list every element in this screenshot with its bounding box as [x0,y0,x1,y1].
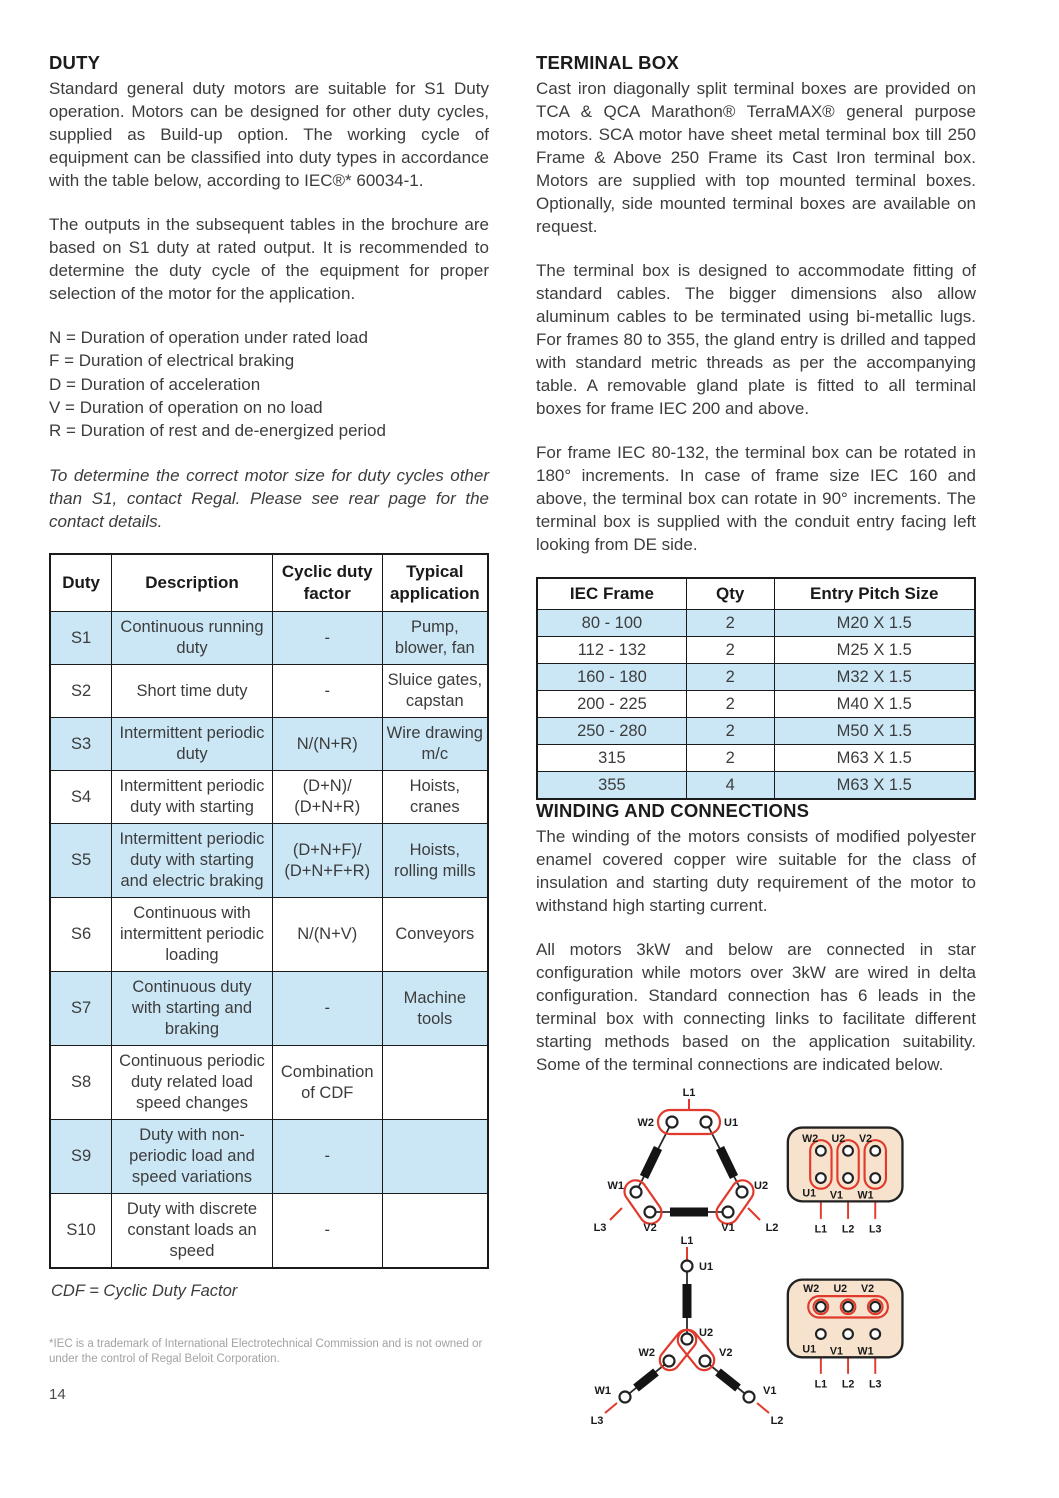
duty-table-header-duty: Duty [50,554,112,612]
left-column [49,52,489,1403]
label-w2: W2 [803,1283,820,1296]
definition-f: F = Duration of electrical braking [49,351,295,371]
label-w2: W2 [637,1117,654,1129]
terminal [843,1173,853,1183]
cell-description: Continuous duty with starting and braking [112,972,273,1046]
winding-bar [636,1372,656,1388]
table-row [50,665,488,718]
terminal-paragraph-3: For frame IEC 80-132, the terminal box can be rotated in 180° increments. In case of frame size IEC 160 and above, the terminal box can rotate in 90° increments. The terminal box is supplied with the conduit entry facing left looking from DE side. [536,443,976,554]
label-l2: L2 [841,1223,855,1236]
cell-duty: S2 [50,665,112,718]
table-row [537,691,975,718]
cell-qty: 2 [686,664,774,691]
duty-contact-note: To determine the correct motor size for duty cycles other than S1, contact Regal. Please see rear page for the contact details. [49,466,489,532]
cell-description: Continuous running duty [112,612,273,665]
table-row [537,718,975,745]
definition-v: V = Duration of operation on no load [49,397,323,417]
cell-application: Conveyors [382,898,488,972]
duty-table-header-factor: Cyclic duty factor [272,554,382,612]
terminal-w2 [667,1117,678,1128]
terminal [816,1302,826,1312]
link-u2-v1 [712,1176,758,1228]
cell-description: Short time duty [112,665,273,718]
label-l3: L3 [869,1378,882,1391]
cell-duty: S5 [50,824,112,898]
cell-application [382,1194,488,1269]
label-l2: L2 [841,1378,855,1391]
cell-application [382,1120,488,1194]
cell-duty: S7 [50,972,112,1046]
star-terminal-box-diagram [782,1272,918,1397]
cell-application: Hoists, cranes [382,771,488,824]
cell-pitch: M63 X 1.5 [774,745,975,772]
cell-duty: S9 [50,1120,112,1194]
duty-definitions [49,326,489,442]
terminal-paragraph-1: Cast iron diagonally split terminal boxes are provided on TCA & QCA Marathon® TerraMAX® general purpose motors. SCA motor have sheet metal terminal box till 250 Frame & Above 250 Frame its Cast Iron terminal box. Motors are supplied with top mounted terminal boxes. Optionally, side mounted terminal boxes are available on request. [536,79,976,236]
terminal-w1 [620,1392,631,1403]
iec-header-frame: IEC Frame [537,578,686,610]
cell-duty: S4 [50,771,112,824]
duty-table-header-description: Description [112,554,273,612]
terminal-u2 [737,1187,748,1198]
table-row [50,824,488,898]
cell-duty: S1 [50,612,112,665]
definition-n: N = Duration of operation under rated load [49,328,368,347]
cell-duty: S10 [50,1194,112,1269]
label-u1: U1 [802,1343,817,1356]
cell-qty: 2 [686,718,774,745]
label-w1: W1 [607,1180,624,1192]
label-l2: L2 [765,1222,779,1234]
label-u1: U1 [699,1261,714,1273]
terminal [843,1329,853,1339]
label-u1: U1 [802,1187,817,1200]
cell-factor: Combination of CDF [272,1046,382,1120]
winding-bar [720,1148,734,1177]
cell-factor: - [272,1120,382,1194]
label-v1: V1 [829,1189,843,1202]
cell-description: Continuous periodic duty related load speed changes [112,1046,273,1120]
link-w1-v2 [620,1176,666,1228]
cell-frame: 250 - 280 [537,718,686,745]
cdf-note: CDF = Cyclic Duty Factor [51,1282,238,1301]
terminal [843,1302,853,1312]
table-row [50,972,488,1046]
terminal [870,1329,880,1339]
cell-frame: 80 - 100 [537,610,686,637]
table-row [50,718,488,771]
label-l1: L1 [680,1236,694,1247]
cell-factor: - [272,972,382,1046]
delta-terminal-box-diagram [782,1120,918,1240]
terminal-u1 [701,1117,712,1128]
label-v2: V2 [859,1133,873,1146]
cell-pitch: M50 X 1.5 [774,718,975,745]
cell-qty: 2 [686,691,774,718]
label-w2: W2 [638,1347,655,1359]
cell-factor: - [272,612,382,665]
label-l3: L3 [590,1415,604,1427]
cell-application: Pump, blower, fan [382,612,488,665]
table-row [537,664,975,691]
cell-pitch: M20 X 1.5 [774,610,975,637]
cell-duty: S3 [50,718,112,771]
duty-paragraph-2: The outputs in the subsequent tables in the brochure are based on S1 duty at rated output. It is recommended to determine the duty cycle of the equipment for proper selection of the motor for the application. [49,215,489,303]
cell-frame: 112 - 132 [537,637,686,664]
cell-description: Intermittent periodic duty with starting [112,771,273,824]
star-connection-diagram [584,1236,794,1428]
terminal [870,1146,880,1156]
definition-r: R = Duration of rest and de-energized period [49,421,386,441]
table-row [537,772,975,800]
label-l2: L2 [770,1415,784,1427]
cell-application: Sluice gates, capstan [382,665,488,718]
label-v1: V1 [829,1345,843,1358]
duty-paragraph-1: Standard general duty motors are suitable for S1 Duty operation. Motors can be designed for other duty cycles, supplied as Build-up option. The working cycle of equipment can be classified into duty types in accordance with the table below, according to IEC®* 60034-1. [49,79,489,190]
winding-paragraph-1: The winding of the motors consists of modified polyester enamel covered copper wire suitable for the class of insulation and starting duty requirement of the motor to withstand high starting current. [536,827,976,915]
cell-description: Intermittent periodic duty [112,718,273,771]
cell-factor: N/(N+V) [272,898,382,972]
terminal-v2 [700,1356,711,1367]
definition-d: D = Duration of acceleration [49,374,261,394]
table-row [50,1046,488,1120]
cell-pitch: M32 X 1.5 [774,664,975,691]
cell-duty: S6 [50,898,112,972]
label-w1: W1 [857,1189,874,1202]
label-u2: U2 [754,1180,769,1192]
cell-frame: 355 [537,772,686,800]
duty-table [49,553,489,1269]
duty-table-header-application: Typical application [382,554,488,612]
cell-pitch: M63 X 1.5 [774,772,975,800]
cell-pitch: M25 X 1.5 [774,637,975,664]
connection-diagrams [536,1088,976,1438]
label-u1: U1 [724,1117,739,1129]
cell-factor: - [272,665,382,718]
terminal-box-heading: TERMINAL BOX [536,52,679,73]
terminal-w1 [631,1187,642,1198]
winding-paragraph-2: All motors 3kW and below are connected in star configuration while motors over 3kW are wired in delta configuration. Standard connection has 6 leads in the terminal box with connecting links to facilitate different starting methods based on the application suitability. Some of the terminal connections are indicated below. [536,940,976,1074]
label-v1: V1 [721,1222,735,1234]
label-w2: W2 [802,1133,819,1146]
cell-qty: 2 [686,637,774,664]
terminal-v1 [744,1392,755,1403]
terminal-u1 [682,1261,693,1272]
terminal [816,1173,826,1183]
cell-frame: 160 - 180 [537,664,686,691]
table-row [50,612,488,665]
label-v2: V2 [860,1283,875,1296]
table-row [537,610,975,637]
terminal-v2 [645,1207,656,1218]
label-l1: L1 [814,1378,828,1391]
page-number: 14 [49,1386,66,1404]
label-u2: U2 [699,1327,714,1339]
label-u2: U2 [833,1283,848,1296]
label-l3: L3 [593,1222,607,1234]
cell-description: Continuous with intermittent periodic loading [112,898,273,972]
cell-description: Intermittent periodic duty with starting and electric braking [112,824,273,898]
table-row [537,637,975,664]
terminal-paragraph-2: The terminal box is designed to accommodate fitting of standard cables. The bigger dimensions also allow aluminum cables to be terminated using bi-metallic lugs. For frames 80 to 355, the gland entry is drilled and tapped with standard metric threads as per the accompanying table. A removable gland plate is fitted to all terminal boxes for frame IEC 200 and above. [536,261,976,418]
cell-description: Duty with non-periodic load and speed variations [112,1120,273,1194]
label-v1: V1 [763,1385,777,1397]
label-l1: L1 [814,1223,828,1236]
cell-duty: S8 [50,1046,112,1120]
terminal-v1 [723,1207,734,1218]
cell-application: Machine tools [382,972,488,1046]
terminal-u2 [682,1334,693,1345]
label-w1: W1 [857,1345,874,1358]
cell-description: Duty with discrete constant loads an speed [112,1194,273,1269]
duty-heading: DUTY [49,52,101,73]
cell-qty: 2 [686,610,774,637]
winding-bar [718,1372,738,1388]
cell-factor: N/(N+R) [272,718,382,771]
label-l1: L1 [682,1088,696,1099]
iec-trademark-footnote: *IEC is a trademark of International Electrotechnical Commission and is not owned or under the control of Regal Beloit Corporation. [49,1338,483,1365]
terminal [870,1302,880,1312]
winding-bar [644,1148,658,1177]
iec-header-pitch: Entry Pitch Size [774,578,975,610]
label-w1: W1 [594,1385,611,1397]
terminal-w2 [664,1356,675,1367]
cell-pitch: M40 X 1.5 [774,691,975,718]
table-row [50,1120,488,1194]
iec-header-qty: Qty [686,578,774,610]
cell-factor: (D+N)/ (D+N+R) [272,771,382,824]
table-row [50,1194,488,1269]
cell-application: Hoists, rolling mills [382,824,488,898]
right-column [536,52,976,1438]
table-row [50,771,488,824]
table-row [537,745,975,772]
cell-qty: 2 [686,745,774,772]
iec-table-header-row [537,578,975,610]
label-v2: V2 [643,1222,657,1234]
cell-factor: (D+N+F)/ (D+N+F+R) [272,824,382,898]
cell-qty: 4 [686,772,774,800]
winding-heading: WINDING AND CONNECTIONS [536,800,810,821]
label-v2: V2 [719,1347,733,1359]
cell-frame: 315 [537,745,686,772]
cell-factor: - [272,1194,382,1269]
cell-frame: 200 - 225 [537,691,686,718]
iec-frame-table [536,577,976,800]
terminal [816,1146,826,1156]
cell-application [382,1046,488,1120]
terminal [843,1146,853,1156]
duty-table-header-row [50,554,488,612]
cell-application: Wire drawing m/c [382,718,488,771]
label-l3: L3 [869,1223,882,1236]
terminal [816,1329,826,1339]
label-u2: U2 [831,1133,846,1146]
delta-connection-diagram [584,1088,794,1238]
terminal [870,1173,880,1183]
table-row [50,898,488,972]
